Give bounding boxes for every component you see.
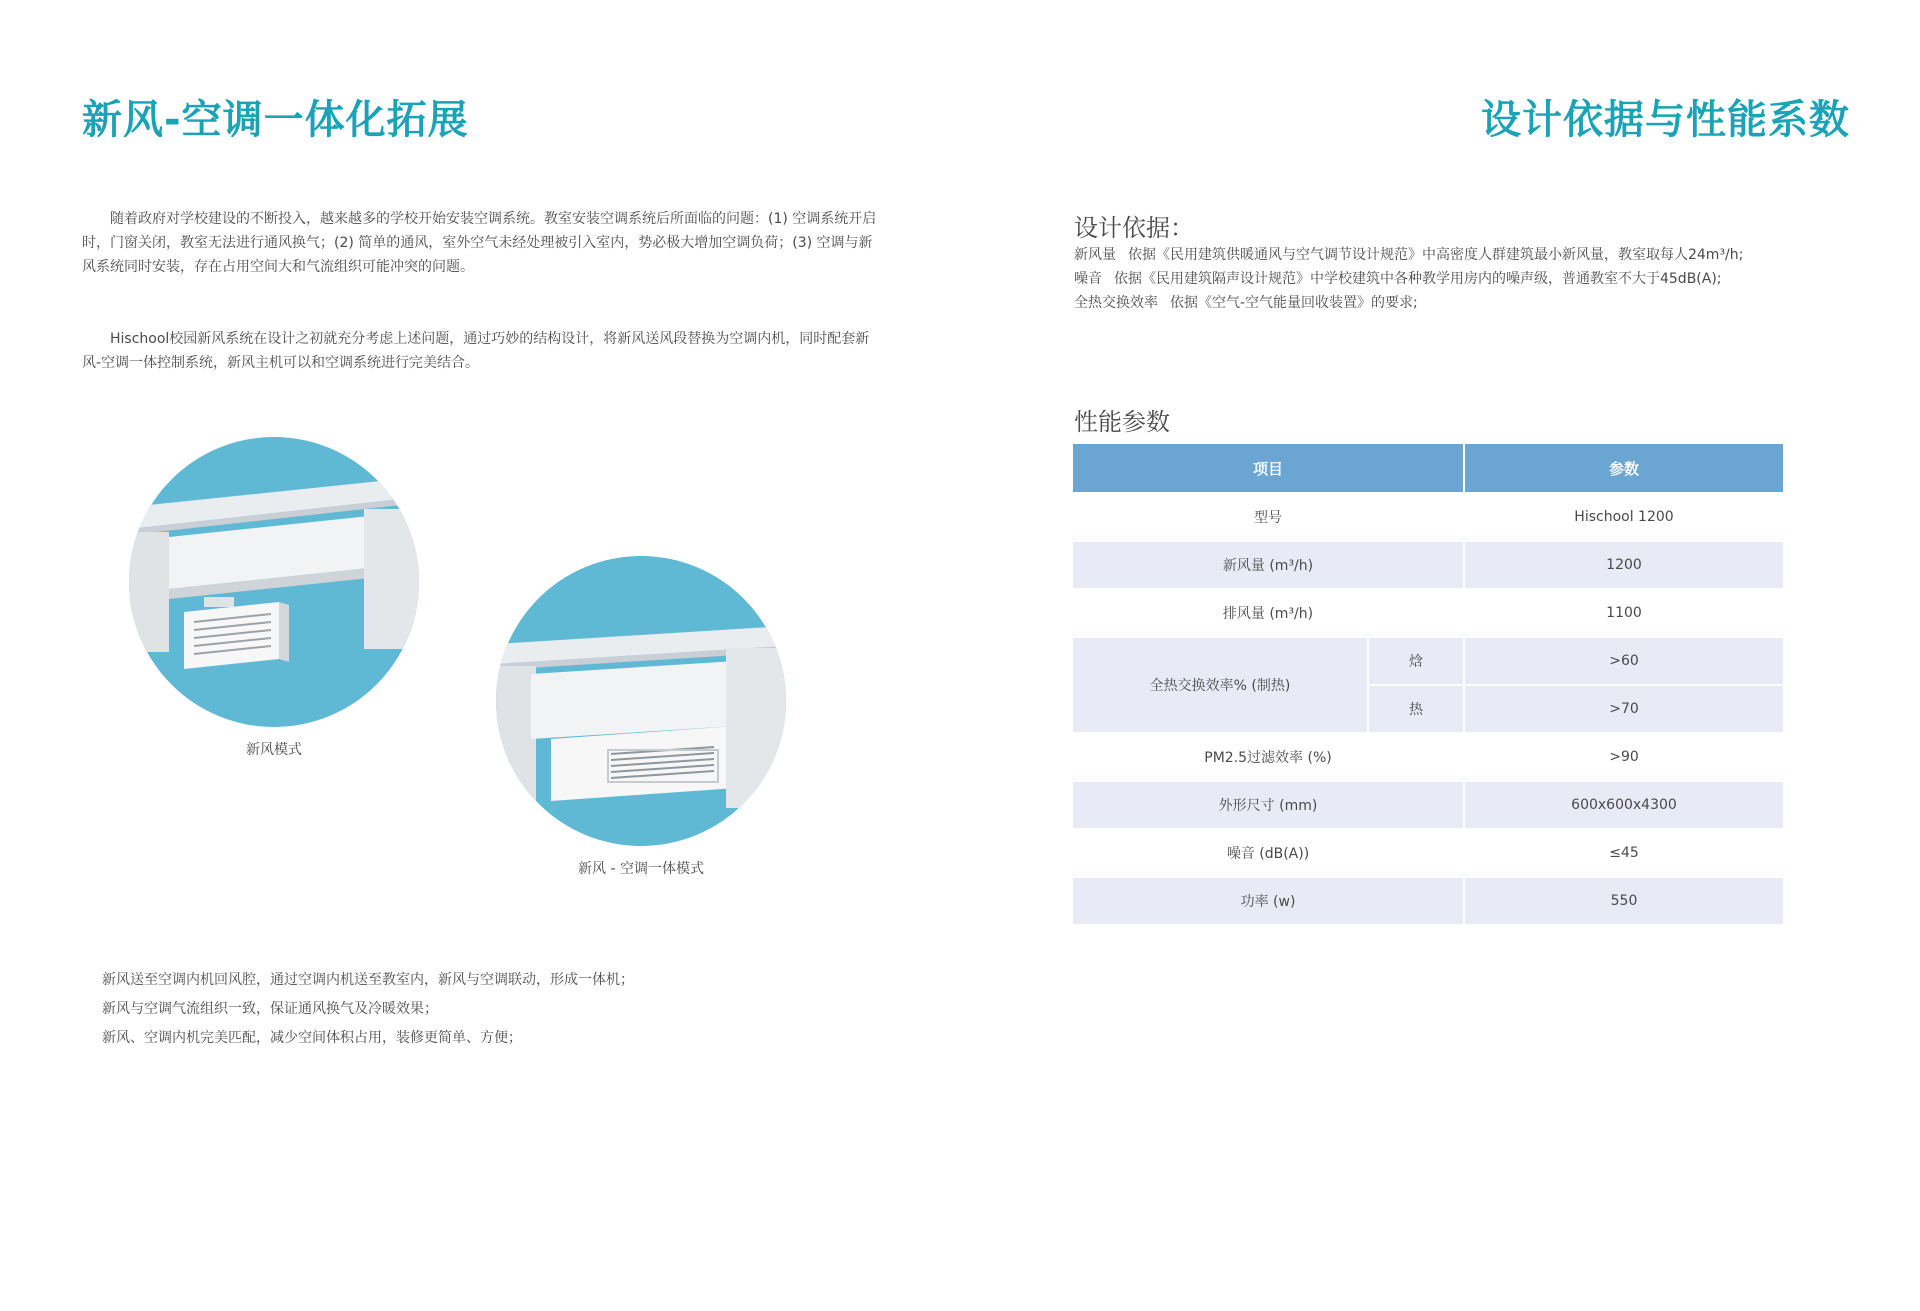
row-label: PM2.5过滤效率 (%) [1204, 750, 1332, 766]
row-value: 600x600x4300 [1465, 782, 1783, 828]
integrated-mode-figure [496, 556, 786, 877]
row-label: 功率 (w) [1073, 878, 1463, 924]
table-row [1073, 878, 1783, 924]
row-value: >70 [1465, 686, 1783, 732]
intro-paragraph: 随着政府对学校建设的不断投入，越来越多的学校开始安装空调系统。教室安装空调系统后所面临的问题：(1) 空调系统开启时，门窗关闭，教室无法进行通风换气；(2) 简单的通风，室外空气未经处理被引入室内，势必极大增加空调负荷；(3) 空调与新风系统同时安装，存在占用空间大和气流组织可能冲突的问题。 [82, 211, 877, 275]
row-label: 型号 [1254, 510, 1282, 526]
fresh-air-mode-figure [129, 437, 419, 758]
performance-heading: 性能参数 [1074, 408, 1170, 436]
table-row [1073, 542, 1783, 588]
header-item: 项目 [1073, 444, 1463, 492]
basis-text: 依据《空气-空气能量回收装置》的要求; [1170, 295, 1418, 311]
basis-key: 噪音 [1074, 271, 1102, 287]
fresh-air-mode-image [129, 437, 419, 727]
table-row [1073, 782, 1783, 828]
integrated-unit-illustration [496, 556, 786, 846]
basis-item [1074, 243, 1743, 267]
row-sublabel: 热 [1369, 686, 1463, 732]
row-value: >60 [1465, 638, 1783, 684]
feature-item: 新风与空调气流组织一致，保证通风换气及冷暖效果； [102, 1001, 438, 1017]
table-row [1073, 590, 1783, 636]
design-basis-list [1074, 243, 1743, 315]
right-page-title: 设计依据与性能系数 [1481, 97, 1850, 143]
row-value: 1200 [1465, 542, 1783, 588]
feature-list [102, 966, 634, 1053]
basis-item [1074, 291, 1743, 315]
performance-table [1071, 442, 1785, 926]
row-value: 1100 [1606, 605, 1642, 621]
row-label: 全热交换效率% (制热) [1073, 638, 1367, 732]
design-basis-heading: 设计依据： [1074, 214, 1194, 242]
row-sublabel: 焓 [1369, 638, 1463, 684]
basis-text: 依据《民用建筑供暖通风与空气调节设计规范》中高密度人群建筑最小新风量，教室取每人24m³/h; [1128, 247, 1744, 263]
feature-item: 新风、空调内机完美匹配，减少空间体积占用，装修更简单、方便； [102, 1030, 522, 1046]
basis-text: 依据《民用建筑隔声设计规范》中学校建筑中各种教学用房内的噪声级，普通教室不大于45dB(A); [1114, 271, 1722, 287]
table-row [1073, 830, 1783, 876]
fresh-air-unit-illustration [129, 437, 419, 727]
solution-paragraph: Hischool校园新风系统在设计之初就充分考虑上述问题，通过巧妙的结构设计，将新风送风段替换为空调内机，同时配套新风-空调一体控制系统，新风主机可以和空调系统进行完美结合。 [82, 331, 870, 371]
feature-item: 新风送至空调内机回风腔，通过空调内机送至教室内，新风与空调联动，形成一体机； [102, 972, 634, 988]
basis-item [1074, 267, 1743, 291]
fresh-air-mode-caption: 新风模式 [246, 742, 302, 758]
row-value: Hischool 1200 [1574, 509, 1674, 525]
integrated-mode-caption: 新风 - 空调一体模式 [578, 861, 704, 877]
basis-key: 全热交换效率 [1074, 295, 1158, 311]
table-row [1073, 638, 1783, 684]
header-param: 参数 [1465, 444, 1783, 492]
row-label: 新风量 (m³/h) [1073, 542, 1463, 588]
row-label: 外形尺寸 (mm) [1073, 782, 1463, 828]
basis-key: 新风量 [1074, 247, 1116, 263]
row-value: ≤45 [1609, 845, 1639, 861]
row-label: 排风量 (m³/h) [1222, 606, 1314, 622]
integrated-mode-image [496, 556, 786, 846]
row-label: 噪音 (dB(A)) [1226, 846, 1310, 862]
table-row [1073, 734, 1783, 780]
row-value: 550 [1465, 878, 1783, 924]
left-page-title: 新风-空调一体化拓展 [82, 97, 469, 143]
table-row [1073, 494, 1783, 540]
row-value: >90 [1609, 749, 1639, 765]
table-header-row [1073, 444, 1783, 492]
